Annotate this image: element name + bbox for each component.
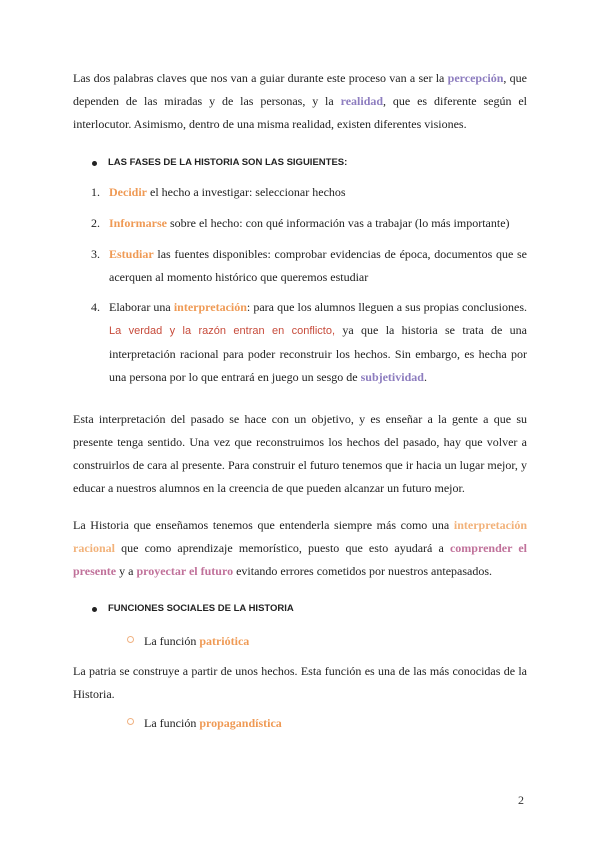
keyword-percepcion: percepción (447, 71, 504, 85)
function-label: La función (144, 716, 200, 730)
text-span: , que es diferente según el interlocutor. Asimismo, dentro de una misma realidad, existen diferentes visiones. (73, 94, 527, 131)
hollow-bullet-icon (127, 718, 134, 725)
bullet-icon (92, 161, 97, 166)
phase-item-1 (91, 181, 527, 204)
keyword-interpretacion-racional: interpretación racional (73, 518, 527, 555)
text-span: y a (116, 564, 137, 578)
highlight-verdad-razon: La verdad y la razón entran en conflicto, (109, 325, 336, 337)
hollow-bullet-icon (127, 636, 134, 643)
keyword-propagandistica: propagandística (199, 716, 282, 730)
phase-text: el hecho a investigar: seleccionar hechos (147, 185, 346, 199)
text-span: , que dependen de las miradas y de las personas, y la (73, 71, 528, 108)
historia-paragraph (73, 514, 527, 583)
page-number: 2 (518, 793, 524, 807)
function-label: La función (144, 634, 200, 648)
phase-item-3 (91, 243, 527, 289)
phase-number: 4. (91, 300, 100, 314)
keyword-comprender-presente: comprender el presente (73, 541, 528, 578)
intro-paragraph (73, 67, 527, 136)
keyword-proyectar-futuro: proyectar el futuro (136, 564, 234, 578)
phase-text: . (423, 370, 427, 384)
heading-text: LAS FASES DE LA HISTORIA SON LAS SIGUIENTES: (108, 157, 348, 168)
keyword-interpretacion: interpretación (173, 300, 247, 314)
text-span: que como aprendizaje memorístico, puesto que esto ayudará a (115, 541, 450, 555)
function-item-patriotica (127, 633, 249, 649)
phase-item-2 (91, 212, 527, 235)
patria-paragraph: La patria se construye a partir de unos hechos. Esta función es una de las más conocidas de la Historia. (73, 664, 527, 701)
phase-number: 1. (91, 185, 100, 199)
phase-text: Elaborar una (109, 300, 174, 314)
text-span: evitando errores cometidos por nuestros antepasados. (233, 564, 493, 578)
phase-text: las fuentes disponibles: comprobar evidencias de época, documentos que se acerquen al momento histórico que queremos estudiar (109, 247, 527, 284)
keyword-estudiar: Estudiar (109, 247, 154, 261)
keyword-realidad: realidad (340, 94, 384, 108)
interpretation-paragraph: Esta interpretación del pasado se hace con un objetivo, y es enseñar a la gente a que su presente tenga sentido. Una vez que reconstruimos los hechos del pasado, hay que volver a construirlos de cara al presente. Para construir el futuro tenemos que ir hacia un lugar mejor, y educar a nuestros alumnos en la creencia de que pueden alcanzar un futuro mejor. (73, 412, 527, 495)
keyword-patriotica: patriótica (199, 634, 250, 648)
text-span: La Historia que enseñamos tenemos que entenderla siempre más como una (73, 518, 454, 532)
phase-number: 2. (91, 216, 100, 230)
phase-text: sobre el hecho: con qué información vas a trabajar (lo más importante) (166, 216, 510, 230)
keyword-decidir: Decidir (109, 185, 147, 199)
phase-number: 3. (91, 247, 100, 261)
function-item-propagandistica (127, 715, 282, 731)
heading-text: FUNCIONES SOCIALES DE LA HISTORIA (108, 603, 294, 614)
phase-item-4 (91, 296, 527, 389)
keyword-informarse: Informarse (109, 216, 167, 230)
keyword-subjetividad: subjetividad (360, 370, 424, 384)
phase-text: ya que la historia se trata de una interpretación racional para poder reconstruir los hechos. Sin embargo, es hecha por una persona por lo que entrará en juego un sesgo de (109, 323, 527, 384)
text-span: Las dos palabras claves que nos van a guiar durante este proceso van a ser la (73, 71, 448, 85)
phase-text: : para que los alumnos lleguen a sus propias conclusiones. (246, 300, 527, 314)
bullet-icon (92, 607, 97, 612)
